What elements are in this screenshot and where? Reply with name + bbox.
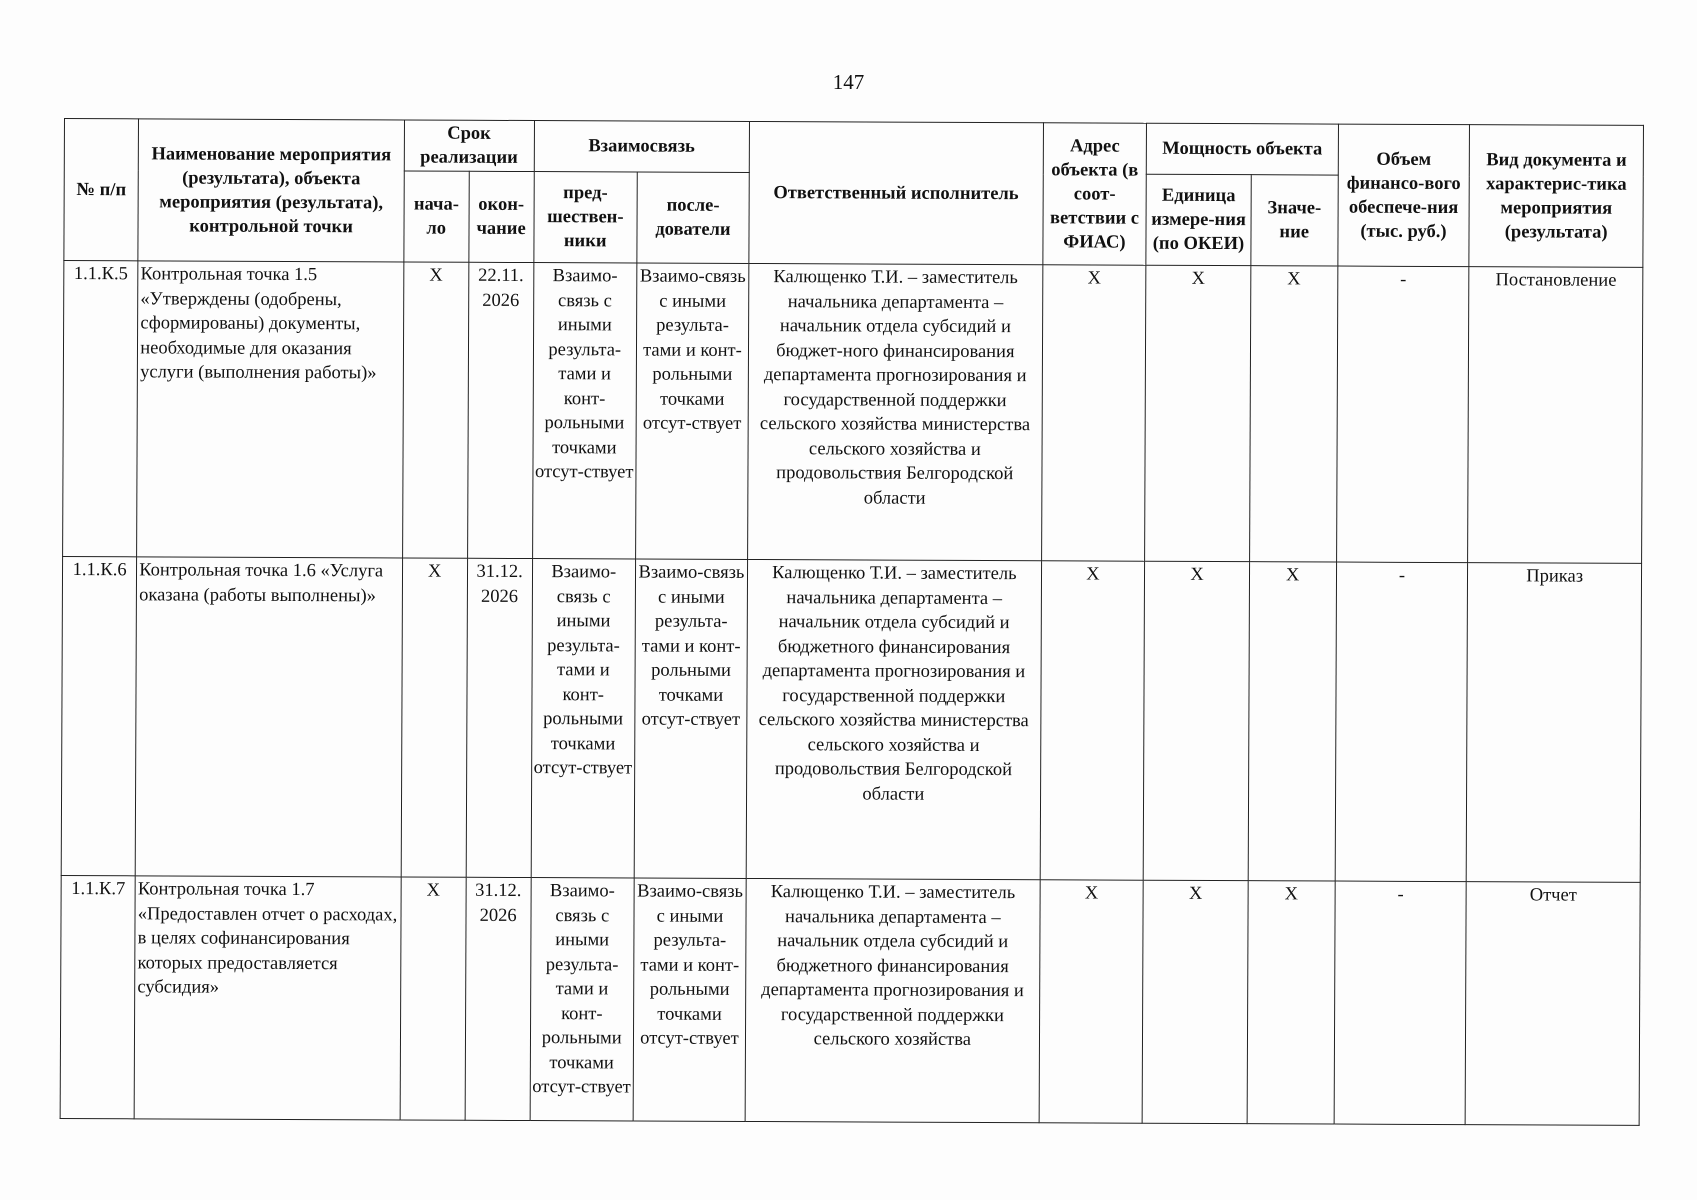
header-relation-prev: пред-шествен-ники: [533, 172, 637, 263]
cell-address: X: [1040, 561, 1145, 880]
cell-executor: Калющенко Т.И. – заместитель начальника департамента – начальник отдела субсидий и бюджетного финансирования департамента прогнозирования и государственной поддержки сельского хозяйства министерства сельского хозяйства и продовольствия Белгородской области: [746, 559, 1041, 879]
header-term: Срок реализации: [404, 120, 534, 172]
header-doc-type: Вид документа и характерис-тика мероприятия (результата): [1469, 125, 1643, 268]
cell-start: X: [400, 877, 466, 1120]
cell-unit: X: [1142, 880, 1248, 1123]
cell-funding: -: [1335, 562, 1468, 882]
header-term-end: окон-чание: [469, 171, 534, 262]
cell-num: 1.1.К.7: [60, 875, 135, 1118]
table-row: [63, 261, 1643, 564]
header-row-top: [64, 119, 1643, 177]
cell-name: Контрольная точка 1.5 «Утверждены (одобрены, сформированы) документы, необходимые для оказания услуги (выполнения работы)»: [137, 261, 404, 558]
cell-address: X: [1039, 880, 1144, 1123]
cell-doc: Отчет: [1465, 882, 1640, 1126]
cell-funding: -: [1334, 881, 1467, 1125]
plan-table: [60, 118, 1644, 1126]
header-term-start: нача-ло: [404, 171, 469, 262]
cell-unit: X: [1145, 265, 1251, 561]
cell-prev: Взаимо-связь с иными результа-тами и конт-рольными точками отсут-ствует: [531, 559, 636, 878]
cell-start: X: [401, 558, 467, 877]
cell-doc: Приказ: [1467, 563, 1642, 883]
cell-unit: X: [1143, 561, 1249, 880]
header-address: Адрес объекта (в соот-ветствии с ФИАС): [1043, 123, 1147, 265]
cell-prev: Взаимо-связь с иными результа-тами и конт-рольными точками отсут-ствует: [530, 878, 635, 1121]
page-number: 147: [832, 70, 865, 94]
header-executor: Ответственный исполнитель: [749, 121, 1043, 264]
header-relation: Взаимосвязь: [534, 121, 750, 173]
header-funding: Объем финансо-вого обеспече-ния (тыс. руб.): [1337, 124, 1469, 267]
cell-executor: Калющенко Т.И. – заместитель начальника департамента – начальник отдела субсидий и бюджет-ного финансирования департамента прогнозирования и государственной поддержки сельского хозяйства министерства сельского хозяйства и продовольствия Белгородской области: [747, 263, 1042, 560]
header-num: № п/п: [64, 119, 139, 261]
cell-doc: Постановление: [1468, 267, 1643, 564]
cell-name: Контрольная точка 1.7 «Предоставлен отчет о расходах, в целях софинансирования которых предоставляется субсидия»: [134, 876, 401, 1120]
cell-end: 31.12. 2026: [466, 558, 532, 877]
header-capacity-value: Значе-ние: [1251, 175, 1338, 266]
header-capacity: Мощность объекта: [1147, 123, 1339, 175]
cell-start: X: [402, 262, 468, 558]
cell-next: Взаимо-связь с иными результа-тами и конт-рольными точками отсут-ствует: [633, 878, 746, 1121]
cell-funding: -: [1336, 266, 1469, 563]
cell-value: X: [1248, 562, 1336, 881]
cell-prev: Взаимо-связь с иными результа-тами и конт-рольными точками отсут-ствует: [532, 263, 637, 559]
cell-executor: Калющенко Т.И. – заместитель начальника департамента – начальник отдела субсидий и бюджетного финансирования департамента прогнозирования и государственной поддержки сельского хозяйства: [745, 878, 1040, 1122]
cell-end: 31.12. 2026: [465, 877, 531, 1120]
cell-num: 1.1.К.5: [63, 261, 139, 557]
cell-next: Взаимо-связь с иными результа-тами и конт-рольными точками отсут-ствует: [634, 559, 747, 878]
cell-next: Взаимо-связь с иными результа-тами и конт-рольными точками отсут-ствует: [636, 263, 749, 559]
cell-value: X: [1249, 266, 1337, 562]
table-row: [61, 556, 1641, 882]
header-relation-next: после-дователи: [637, 172, 749, 263]
table-row: [60, 875, 1640, 1125]
cell-value: X: [1247, 881, 1335, 1124]
cell-num: 1.1.К.6: [61, 556, 137, 875]
header-capacity-unit: Единица измере-ния (по ОКЕИ): [1146, 174, 1251, 265]
cell-end: 22.11. 2026: [467, 262, 533, 558]
cell-address: X: [1041, 265, 1146, 561]
cell-name: Контрольная точка 1.6 «Услуга оказана (работы выполнены)»: [135, 557, 402, 877]
header-name: Наименование мероприятия (результата), объекта мероприятия (результата), контрольной точки: [138, 119, 404, 262]
